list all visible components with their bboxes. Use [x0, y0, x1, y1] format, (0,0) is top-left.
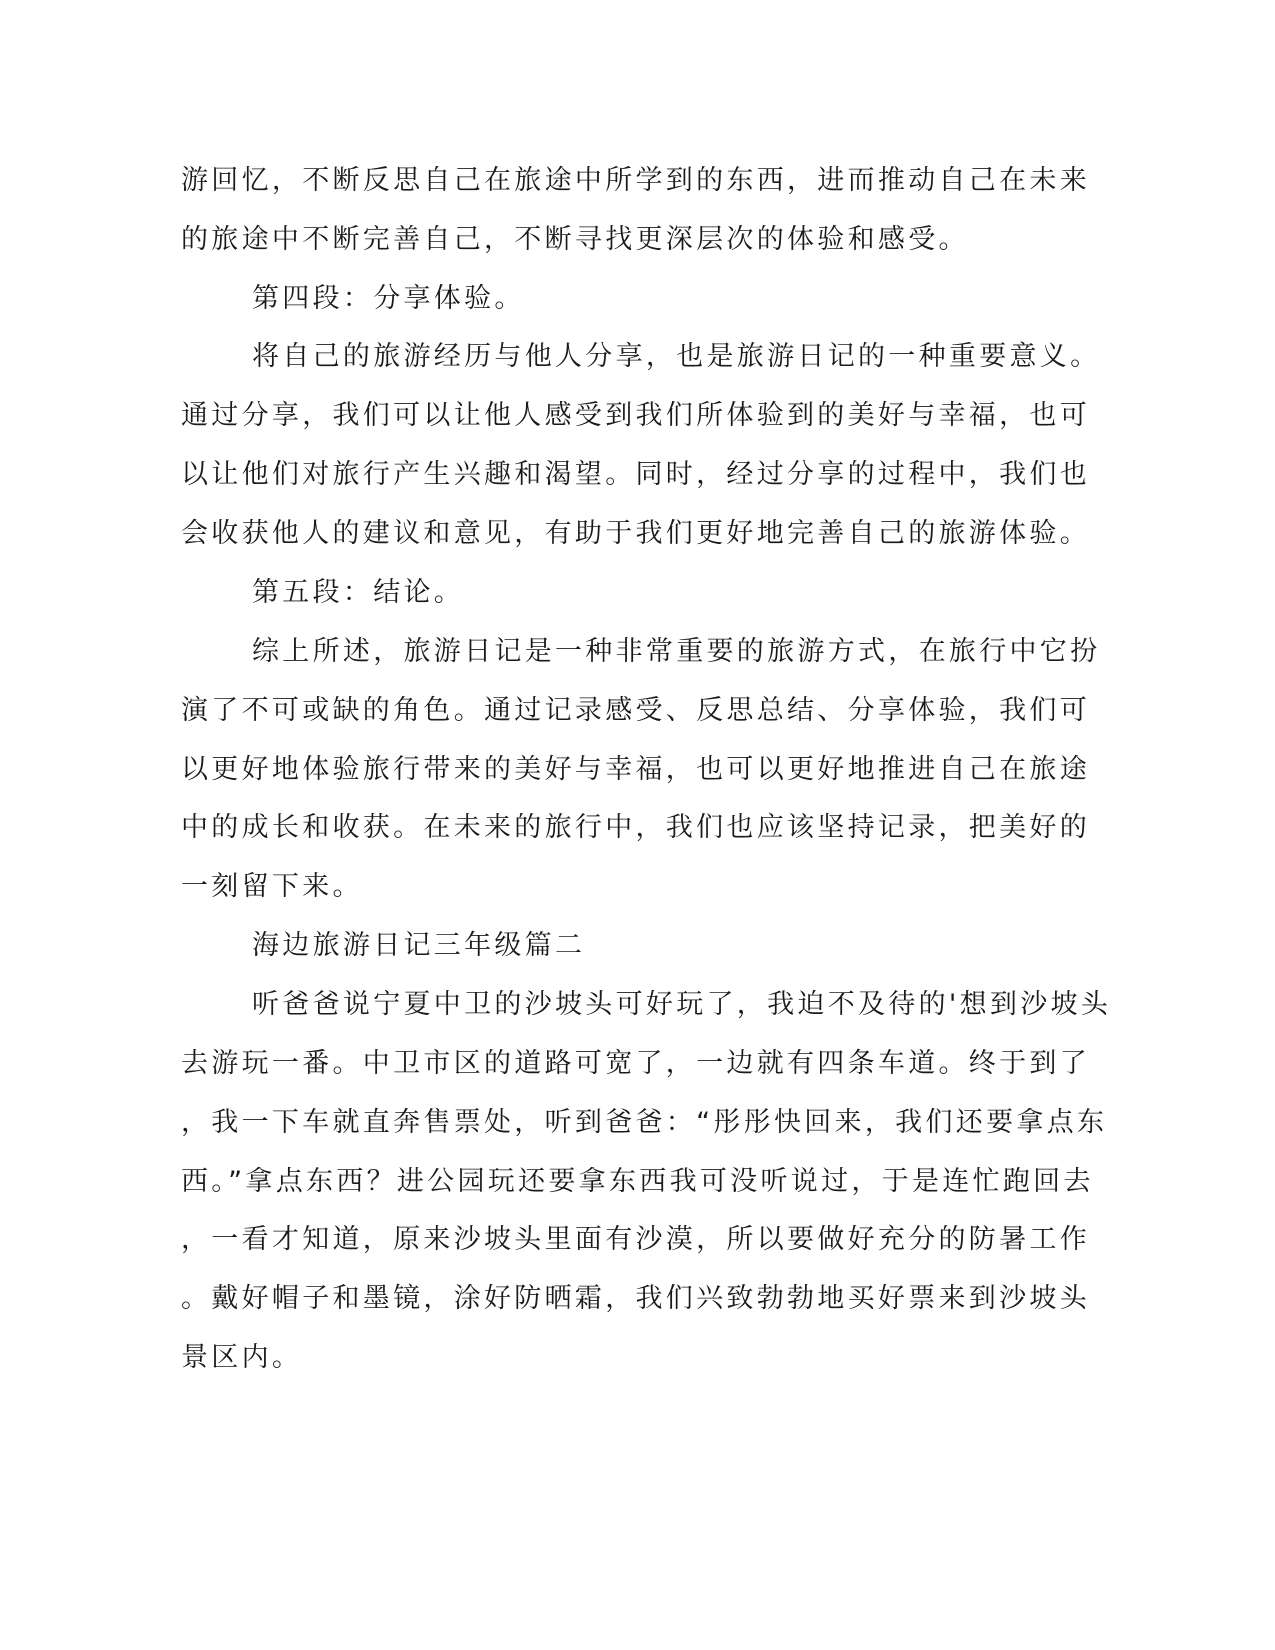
- article-title: 海边旅游日记三年级篇二: [252, 930, 586, 961]
- text-line: 通过分享，我们可以让他人感受到我们所体验到的美好与幸福，也可: [181, 400, 1090, 431]
- text-line: 会收获他人的建议和意见，有助于我们更好地完善自己的旅游体验。: [181, 518, 1090, 549]
- text-line: 去游玩一番。中卫市区的道路可宽了，一边就有四条车道。终于到了: [181, 1048, 1090, 1079]
- section-heading: 第四段：分享体验。: [252, 283, 525, 314]
- text-line: 以更好地体验旅行带来的美好与幸福，也可以更好地推进自己在旅途: [181, 754, 1090, 785]
- text-line: 景区内。: [181, 1342, 303, 1373]
- text-line: ，我一下车就直奔售票处，听到爸爸：“彤彤快回来，我们还要拿点东: [181, 1107, 1108, 1138]
- text-line: 的旅途中不断完善自己，不断寻找更深层次的体验和感受。: [181, 224, 969, 255]
- text-line: 演了不可或缺的角色。通过记录感受、反思总结、分享体验，我们可: [181, 695, 1090, 726]
- text-line: 一刻留下来。: [181, 871, 363, 902]
- text-line: 综上所述，旅游日记是一种非常重要的旅游方式，在旅行中它扮: [252, 636, 1101, 667]
- text-line: 西。”拿点东西？进公园玩还要拿东西我可没听说过，于是连忙跑回去: [181, 1166, 1094, 1197]
- section-heading: 第五段：结论。: [252, 577, 465, 608]
- text-line: 将自己的旅游经历与他人分享，也是旅游日记的一种重要意义。: [252, 341, 1101, 372]
- text-line: ，一看才知道，原来沙坡头里面有沙漠，所以要做好充分的防暑工作: [181, 1224, 1090, 1255]
- text-line: 以让他们对旅行产生兴趣和渴望。同时，经过分享的过程中，我们也: [181, 459, 1090, 490]
- text-line: 听爸爸说宁夏中卫的沙坡头可好玩了，我迫不及待的'想到沙坡头: [252, 989, 1112, 1020]
- text-line: 。戴好帽子和墨镜，涂好防晒霜，我们兴致勃勃地买好票来到沙坡头: [181, 1283, 1090, 1314]
- text-line: 中的成长和收获。在未来的旅行中，我们也应该坚持记录，把美好的: [181, 812, 1090, 843]
- text-line: 游回忆，不断反思自己在旅途中所学到的东西，进而推动自己在未来: [181, 165, 1090, 196]
